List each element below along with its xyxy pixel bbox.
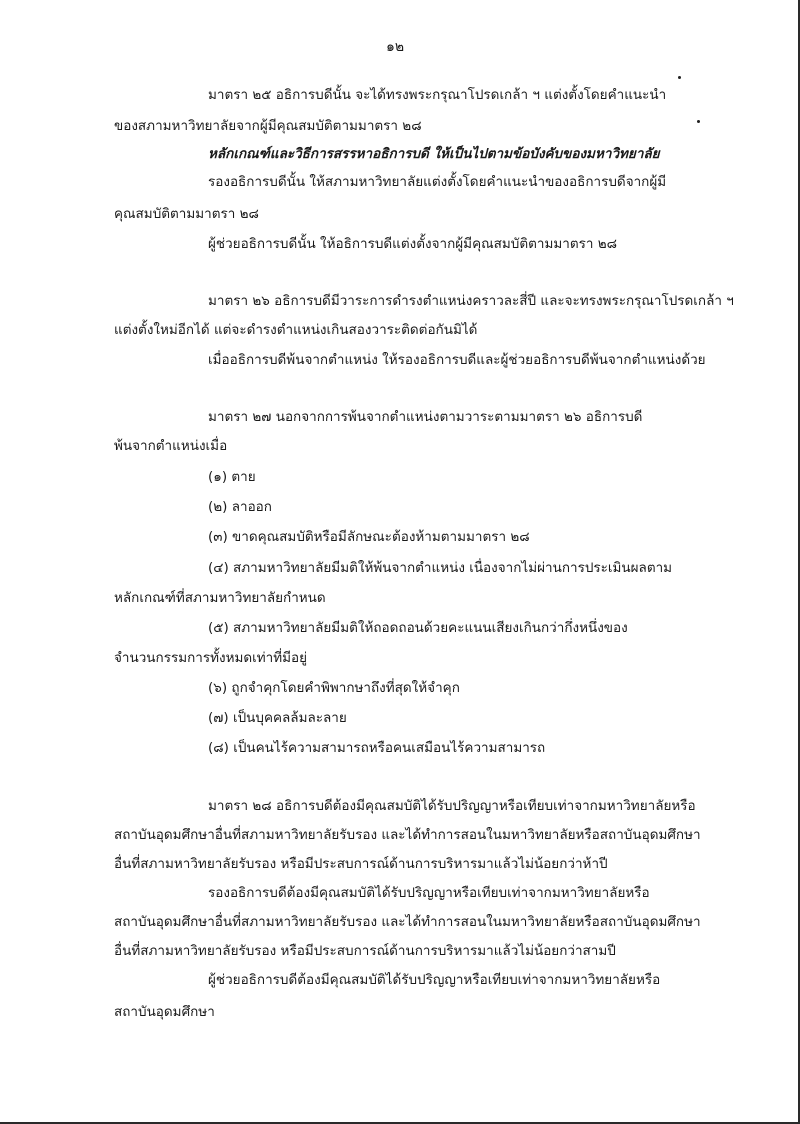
section-25-vice-president-line-1: รองอธิการบดีนั้น ให้สภามหาวิทยาลัยแต่งตั้งโดยคำแนะนำของอธิการบดีจากผู้มี [208, 174, 667, 190]
section-28-assistant-president-line-1: ผู้ช่วยอธิการบดีต้องมีคุณสมบัติได้รับปริญญาหรือเทียบเท่าจากมหาวิทยาลัยหรือ [208, 972, 661, 988]
section-27-item-6: (๖) ถูกจำคุกโดยคำพิพากษาถึงที่สุดให้จำคุก [208, 680, 460, 696]
section-27-item-4-line-2: หลักเกณฑ์ที่สภามหาวิทยาลัยกำหนด [114, 590, 326, 606]
section-26-line-2: แต่งตั้งใหม่อีกได้ แต่จะดำรงตำแหน่งเกินสองวาระติดต่อกันมิได้ [114, 322, 478, 338]
section-25-line-2: ของสภามหาวิทยาลัยจากผู้มีคุณสมบัติตามมาตรา ๒๘ [114, 118, 422, 134]
section-25-recruitment-rule: หลักเกณฑ์และวิธีการสรรหาอธิการบดี ให้เป็นไปตามข้อบังคับของมหาวิทยาลัย [208, 146, 660, 162]
section-25-vice-president-line-2: คุณสมบัติตามมาตรา ๒๘ [114, 206, 259, 222]
section-27-item-3: (๓) ขาดคุณสมบัติหรือมีลักษณะต้องห้ามตามมาตรา ๒๘ [208, 529, 530, 545]
page-number: ๑๒ [386, 39, 405, 55]
section-27-item-2: (๒) ลาออก [208, 499, 272, 515]
section-26-line-3: เมื่ออธิการบดีพ้นจากตำแหน่ง ให้รองอธิการบดีและผู้ช่วยอธิการบดีพ้นจากตำแหน่งด้วย [208, 352, 706, 368]
section-28-vice-president-line-3: อื่นที่สภามหาวิทยาลัยรับรอง หรือมีประสบการณ์ด้านการบริหารมาแล้วไม่น้อยกว่าสามปี [114, 943, 616, 959]
scan-speck [697, 120, 700, 123]
section-27-item-5-line-2: จำนวนกรรมการทั้งหมดเท่าที่มีอยู่ [114, 650, 308, 666]
section-27-item-8: (๘) เป็นคนไร้ความสามารถหรือคนเสมือนไร้ความสามารถ [208, 740, 546, 756]
section-28-line-2: สถาบันอุดมศึกษาอื่นที่สภามหาวิทยาลัยรับรอง และได้ทำการสอนในมหาวิทยาลัยหรือสถาบันอุดมศึกษา [114, 827, 701, 843]
section-28-line-3: อื่นที่สภามหาวิทยาลัยรับรอง หรือมีประสบการณ์ด้านการบริหารมาแล้วไม่น้อยกว่าห้าปี [114, 856, 608, 872]
section-25-assistant-president: ผู้ช่วยอธิการบดีนั้น ให้อธิการบดีแต่งตั้งจากผู้มีคุณสมบัติตามมาตรา ๒๘ [208, 236, 618, 252]
section-27-line-1: มาตรา ๒๗ นอกจากการพ้นจากตำแหน่งตามวาระตามมาตรา ๒๖ อธิการบดี [208, 409, 643, 425]
section-28-line-1: มาตรา ๒๘ อธิการบดีต้องมีคุณสมบัติได้รับปริญญาหรือเทียบเท่าจากมหาวิทยาลัยหรือ [208, 798, 696, 814]
section-27-item-1: (๑) ตาย [208, 469, 256, 485]
section-26-line-1: มาตรา ๒๖ อธิการบดีมีวาระการดำรงตำแหน่งคราวละสี่ปี และจะทรงพระกรุณาโปรดเกล้า ฯ [208, 293, 734, 309]
section-28-vice-president-line-1: รองอธิการบดีต้องมีคุณสมบัติได้รับปริญญาหรือเทียบเท่าจากมหาวิทยาลัยหรือ [208, 885, 650, 901]
section-27-line-2: พ้นจากตำแหน่งเมื่อ [114, 438, 228, 454]
scan-speck [678, 76, 681, 79]
section-27-item-7: (๗) เป็นบุคคลล้มละลาย [208, 710, 347, 726]
section-28-vice-president-line-2: สถาบันอุดมศึกษาอื่นที่สภามหาวิทยาลัยรับรอง และได้ทำการสอนในมหาวิทยาลัยหรือสถาบันอุดมศึกษา [114, 914, 701, 930]
section-27-item-5-line-1: (๕) สภามหาวิทยาลัยมีมติให้ถอดถอนด้วยคะแนนเสียงเกินกว่ากึ่งหนึ่งของ [208, 620, 628, 636]
section-25-line-1: มาตรา ๒๕ อธิการบดีนั้น จะได้ทรงพระกรุณาโปรดเกล้า ฯ แต่งตั้งโดยคำแนะนำ [208, 87, 667, 103]
section-27-item-4-line-1: (๔) สภามหาวิทยาลัยมีมติให้พ้นจากตำแหน่ง เนื่องจากไม่ผ่านการประเมินผลตาม [208, 560, 673, 576]
section-28-assistant-president-line-2: สถาบันอุดมศึกษา [114, 1004, 215, 1020]
